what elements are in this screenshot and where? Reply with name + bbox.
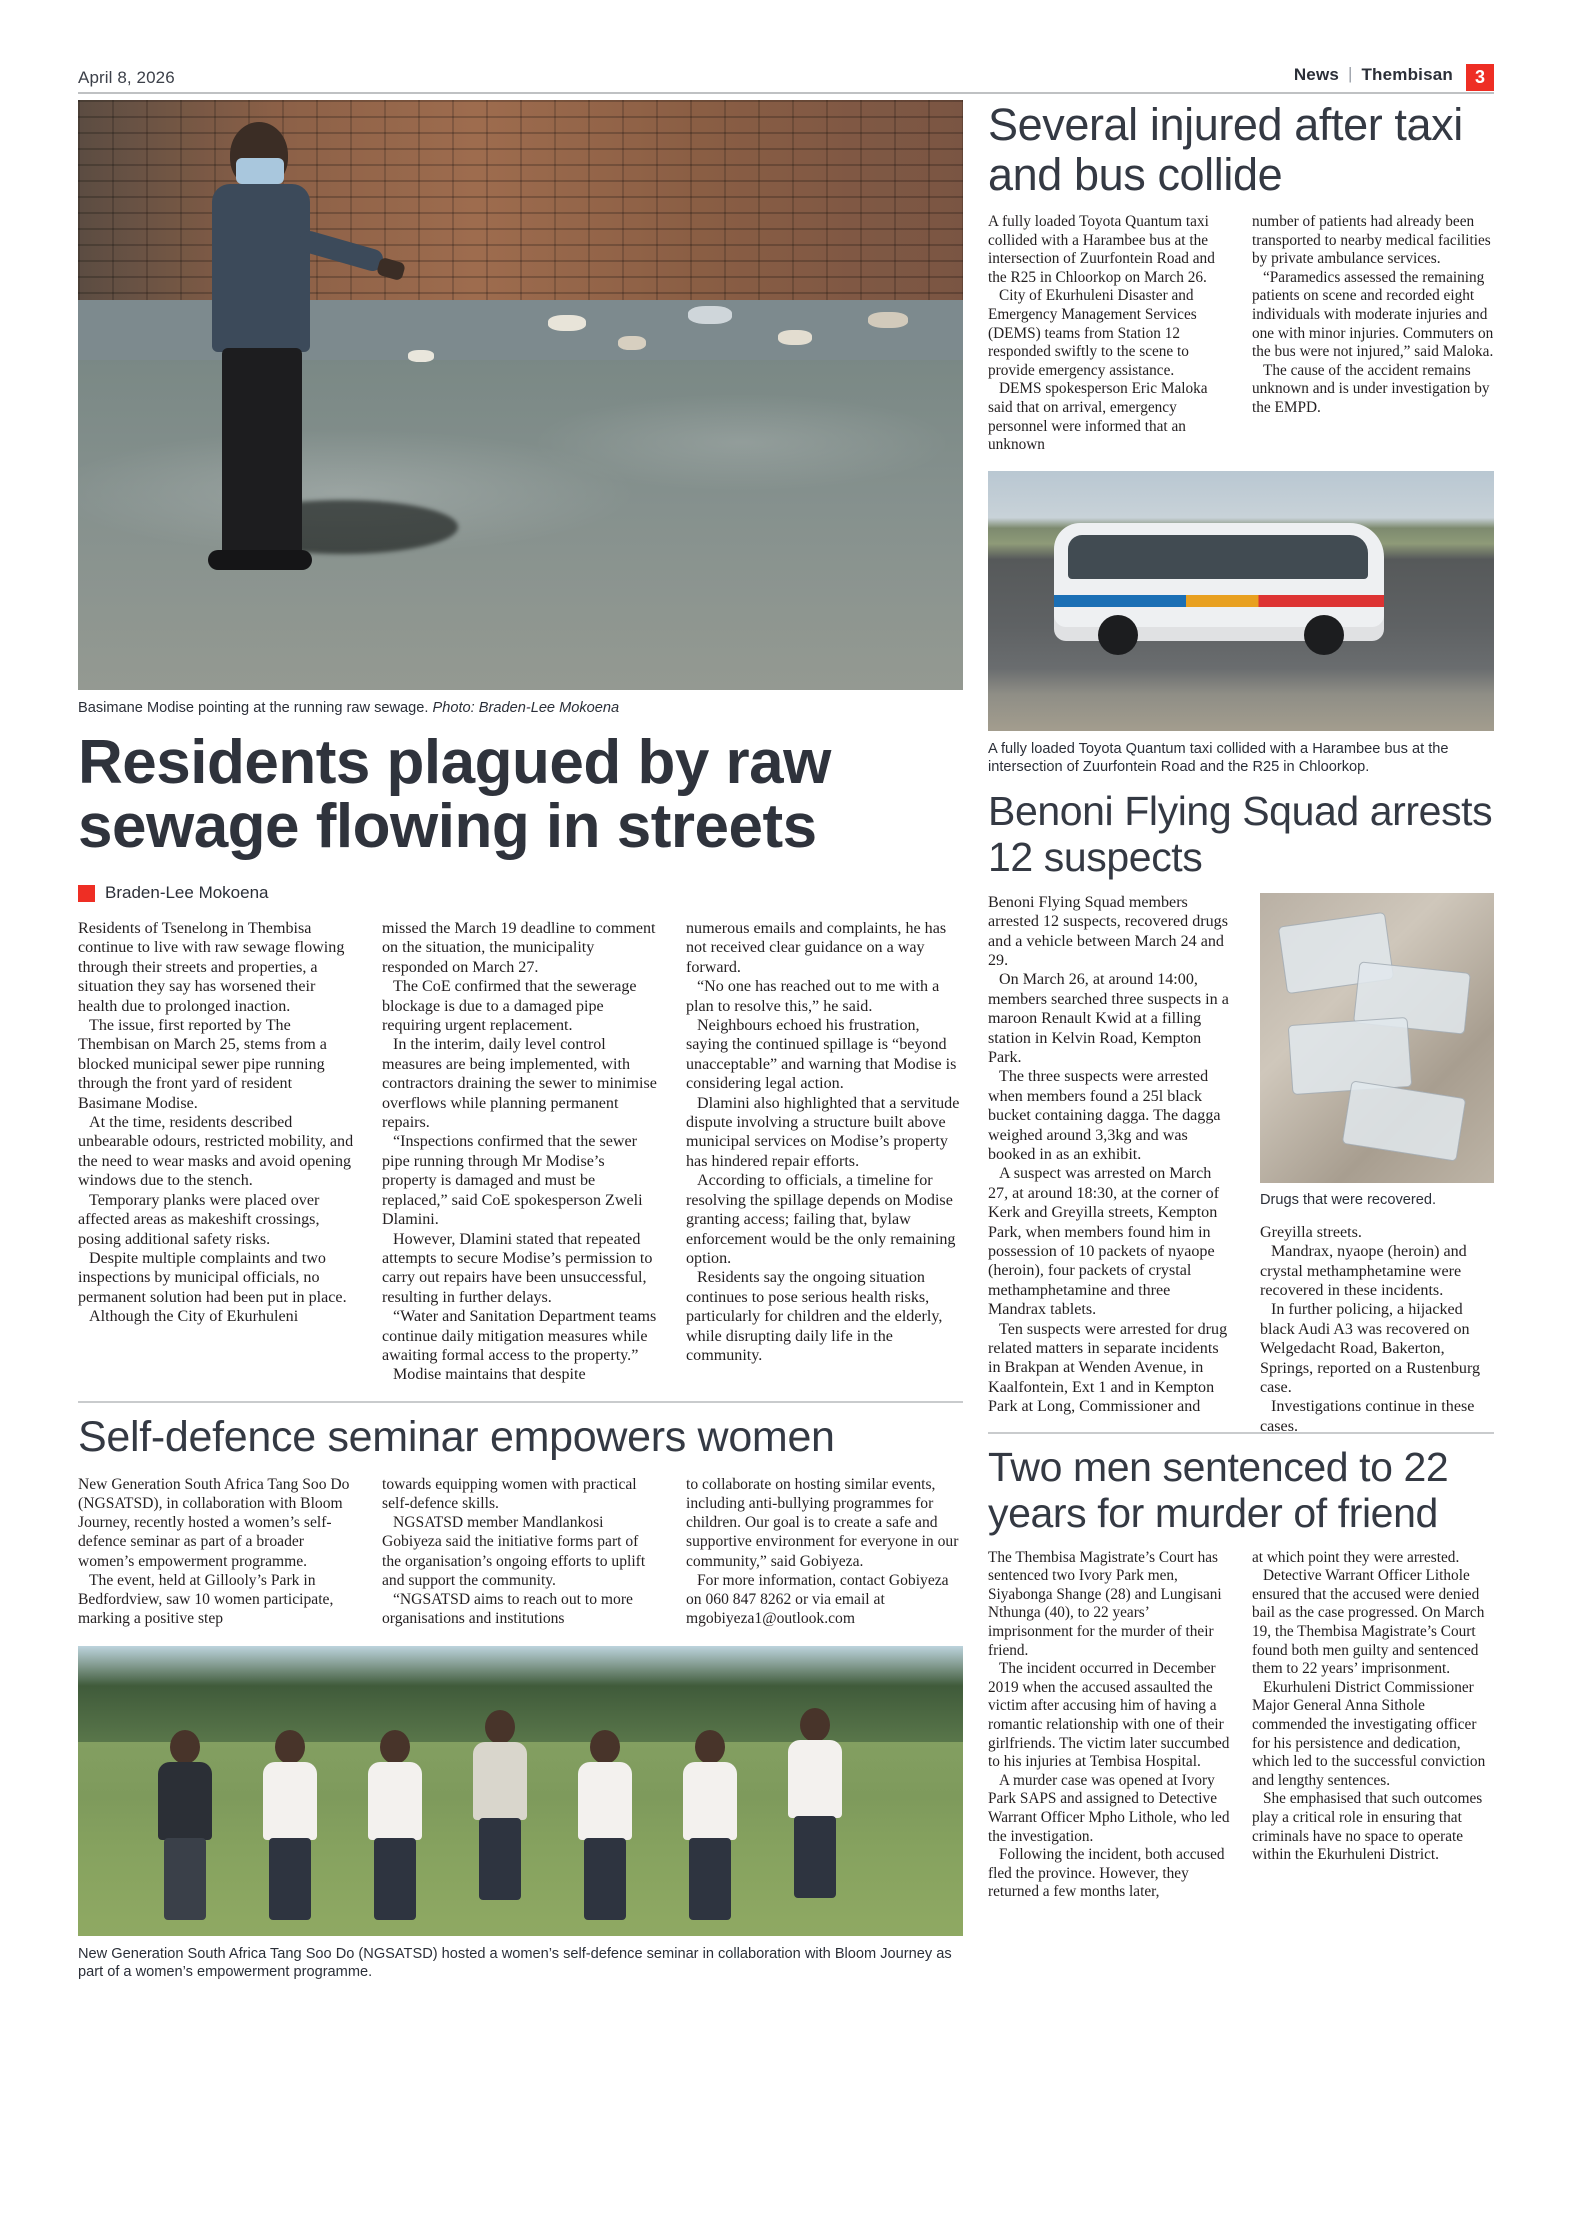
benoni-headline: Benoni Flying Squad arrests 12 suspects <box>988 787 1493 880</box>
person-bottom <box>794 1816 836 1898</box>
paragraph: Modise maintains that despite <box>393 1366 586 1384</box>
face-mask-icon <box>236 158 284 184</box>
murder-story-columns <box>988 1549 1494 1902</box>
publication-name: Thembisan <box>1361 64 1453 84</box>
taxi-wheel <box>1304 615 1344 655</box>
taxi-headline: Several injured after taxi and bus collide <box>988 99 1463 200</box>
paragraph: NGSATSD member Mandlankosi Gobiyeza said the initiative forms part of the organisation’s ongoing efforts to uplift and support the community. <box>382 1514 646 1589</box>
person-figure <box>463 1710 537 1920</box>
paragraph: New Generation South Africa Tang Soo Do (NGSATSD), in collaboration with Bloom Journey, recently hosted a women’s self-defence seminar as part of a broader women’s empowerment programme. <box>78 1475 350 1570</box>
litter-debris <box>868 312 908 328</box>
taxi-vehicle <box>1054 523 1384 641</box>
person-top <box>683 1762 737 1840</box>
person-bottom <box>689 1838 731 1920</box>
taxi-wheel <box>1098 615 1138 655</box>
paragraph: However, Dlamini stated that repeated attempts to secure Modise’s permission to carry out repairs have been unsuccessful, resulting in further delays. <box>382 1230 653 1306</box>
person-top <box>368 1762 422 1840</box>
paragraph: towards equipping women with practical self-defence skills. <box>382 1475 637 1512</box>
litter-debris <box>778 330 812 345</box>
person-bottom <box>479 1818 521 1900</box>
photo-credit: Photo: Braden-Lee Mokoena <box>432 700 620 716</box>
person-head <box>695 1730 725 1764</box>
selfdefence-photo-caption: New Generation South Africa Tang Soo Do (NGSATSD) hosted a women’s self-defence seminar in collaboration with Bloom Journey as part of a women’s empowerment programme. <box>78 1946 952 1981</box>
paragraph: Ekurhuleni District Commissioner Major General Anna Sithole commended the investigating officer for his persistence and dedication, which led to the successful conviction and lengthy sentences. <box>1252 1678 1486 1789</box>
paragraph: missed the March 19 deadline to comment on the situation, the municipality responded on March 27. <box>382 920 656 976</box>
person-bottom <box>269 1838 311 1920</box>
taxi-photo-caption: A fully loaded Toyota Quantum taxi collided with a Harambee bus at the intersection of Zuurfontein Road and the R25 in Chloorkop. <box>988 740 1449 775</box>
paragraph: At the time, residents described unbearable odours, restricted mobility, and the need to wear masks and avoid opening windows due to the stench. <box>78 1114 354 1190</box>
evidence-bag <box>1288 1017 1413 1095</box>
paragraph: Mandrax, nyaope (heroin) and crystal methamphetamine were recovered in these incidents. <box>1260 1243 1467 1299</box>
paragraph: A murder case was opened at Ivory Park SAPS and assigned to Detective Warrant Officer Mpho Lithole, who led the investigation. <box>988 1771 1230 1845</box>
paragraph: Ten suspects were arrested for drug related matters in separate incidents in Brakpan at Wenden Avenue, in Kaalfontein, Ext 1 and in Kempton Park at Long, Commissioner and <box>988 1320 1228 1416</box>
paragraph: She emphasised that such outcomes play a critical role in ensuring that criminals have no space to operate within the Ekurhuleni District. <box>1252 1790 1483 1864</box>
murder-headline: Two men sentenced to 22 years for murder of friend <box>988 1443 1449 1536</box>
masthead-right-group <box>1294 61 1494 88</box>
paragraph: “No one has reached out to me with a plan to resolve this,” he said. <box>686 978 940 1015</box>
taxi-photo <box>988 471 1494 731</box>
caption-text: Basimane Modise pointing at the running raw sewage. <box>78 700 429 716</box>
selfdefence-group-photo <box>78 1646 963 1936</box>
sewage-photo-caption <box>78 699 963 717</box>
paragraph: For more information, contact Gobiyeza on 060 847 8262 or via email at mgobiyeza1@outlook.com <box>686 1571 949 1628</box>
paragraph: to collaborate on hosting similar events, including anti-bullying programmes for children. Our goal is to create a safe and supportive environment for everyone in our community,” said Gobiyeza. <box>686 1475 959 1570</box>
person-head <box>800 1708 830 1742</box>
paragraph: The event, held at Gillooly’s Park in Bedfordview, saw 10 women participate, marking a positive step <box>78 1571 334 1628</box>
selfdefence-columns <box>78 1475 963 1629</box>
litter-debris <box>618 336 646 350</box>
paragraph: In further policing, a hijacked black Audi A3 was recovered on Welgedacht Road, Bakerton, Springs, reported on a Rustenburg case. <box>1260 1301 1481 1396</box>
person-head <box>170 1730 200 1764</box>
person-head <box>275 1730 305 1764</box>
person-figure <box>148 1730 222 1920</box>
paragraph: “Inspections confirmed that the sewer pipe running through Mr Modise’s property is damaged and must be replaced,” said CoE spokesperson Zweli Dlamini. <box>382 1133 643 1229</box>
murder-story-column-1 <box>988 1549 1230 1902</box>
taxi-story-column-2 <box>1252 213 1494 455</box>
masthead-separator: | <box>1348 63 1353 83</box>
person-head <box>380 1730 410 1764</box>
paragraph: at which point they were arrested. <box>1252 1548 1460 1566</box>
drugs-photo <box>1260 893 1494 1183</box>
paragraph: Greyilla streets. <box>1260 1223 1362 1241</box>
paragraph: The CoE confirmed that the sewerage blockage is due to a damaged pipe requiring urgent replacement. <box>382 978 637 1035</box>
taxi-stripe <box>1054 595 1384 607</box>
person-bottom <box>164 1838 206 1920</box>
paragraph: Residents of Tsenelong in Thembisa continue to live with raw sewage flowing through their streets and properties, a situation they say has worsened their health due to prolonged inaction. <box>78 920 345 1015</box>
section-label: News <box>1293 64 1340 84</box>
benoni-column-left <box>988 893 1230 1417</box>
benoni-column-right <box>1260 1223 1494 1436</box>
selfdefence-column-2 <box>382 1475 659 1629</box>
paragraph: On March 26, at around 14:00, members searched three suspects in a maroon Renault Kwid at a filling station in Kelvin Road, Kempton Park. <box>988 971 1229 1066</box>
person-head <box>485 1710 515 1744</box>
person-figure <box>568 1730 642 1920</box>
person-figure <box>253 1730 327 1920</box>
evidence-bag <box>1342 1080 1467 1161</box>
litter-debris <box>548 315 586 331</box>
person-top <box>578 1762 632 1840</box>
byline <box>78 883 963 903</box>
main-story-column-3 <box>686 919 963 1385</box>
person-top <box>788 1740 842 1818</box>
main-story-column-2 <box>382 919 659 1385</box>
figure-legs <box>222 348 302 556</box>
paragraph: “NGSATSD aims to reach out to more organisations and institutions <box>382 1590 633 1628</box>
sewage-photo <box>78 100 963 690</box>
paragraph: Following the incident, both accused fled the province. However, they returned a few months later, <box>988 1846 1225 1901</box>
paragraph: The incident occurred in December 2019 when the accused assaulted the victim after accusing him of having a romantic relationship with one of their girlfriends. The victim later succumbed to his injuries at Tembisa Hospital. <box>988 1660 1230 1771</box>
taxi-story-column-1 <box>988 213 1230 455</box>
figure-shoes <box>208 550 312 570</box>
litter-debris <box>408 350 434 362</box>
paragraph: DEMS spokesperson Eric Maloka said that on arrival, emergency personnel were informed that an unknown <box>988 380 1208 454</box>
section-divider <box>78 1401 963 1403</box>
byline-author: Braden-Lee Mokoena <box>105 883 269 902</box>
benoni-story-body <box>988 893 1494 1435</box>
man-figure <box>186 122 336 572</box>
paragraph: “Paramedics assessed the remaining patients on scene and recorded eight individuals with moderate injuries and one with minor injuries. Commuters on the bus were not injured,” said Maloka. <box>1252 268 1494 361</box>
person-figure <box>358 1730 432 1920</box>
person-head <box>590 1730 620 1764</box>
page-masthead <box>78 58 1494 94</box>
drugs-photo-caption: Drugs that were recovered. <box>1260 1191 1437 1208</box>
figure-torso <box>212 184 310 352</box>
paragraph: Despite multiple complaints and two inspections by municipal officials, no permanent solution had been put in place. <box>78 1249 347 1306</box>
right-content-block <box>988 100 1494 1902</box>
paragraph: A suspect was arrested on March 27, at around 18:30, at the corner of Kerk and Greyilla streets, Kempton Park, when members found him in possession of 10 packets of nyaope (heroin), four packets of crystal methamphetamine and three Mandrax tablets. <box>988 1165 1220 1319</box>
page-number-badge: 3 <box>1466 64 1494 91</box>
selfdefence-column-3 <box>686 1475 963 1629</box>
paragraph: The issue, first reported by The Thembisan on March 25, stems from a blocked municipal sewer pipe running through the front yard of resident Basimane Modise. <box>78 1017 327 1112</box>
paragraph: Residents say the ongoing situation continues to pose serious health risks, particularly for children and the elderly, while disrupting daily life in the community. <box>686 1269 943 1364</box>
paragraph: Temporary planks were placed over affected areas as makeshift crossings, posing additional safety risks. <box>78 1191 320 1248</box>
paragraph: Detective Warrant Officer Lithole ensured that the accused were denied bail as the case progressed. On March 19, the Thembisa Magistrate’s Court found both men guilty and sentenced them to 22 years’ imprisonment. <box>1252 1567 1485 1678</box>
figure-hand <box>376 257 406 281</box>
selfdefence-headline: Self-defence seminar empowers women <box>78 1412 835 1461</box>
paragraph: The three suspects were arrested when members found a 25l black bucket containing dagga. The dagga weighed around 3,3kg and was booked in as an exhibit. <box>988 1068 1221 1163</box>
main-story-columns <box>78 919 963 1385</box>
paragraph: “Water and Sanitation Department teams continue daily mitigation measures while awaiting formal access to the property.” <box>382 1308 657 1364</box>
left-content-block <box>78 100 963 1981</box>
litter-debris <box>688 306 732 324</box>
person-top <box>158 1762 212 1840</box>
person-figure <box>778 1708 852 1920</box>
paragraph: Investigations continue in these cases. <box>1260 1398 1475 1435</box>
paragraph: Benoni Flying Squad members arrested 12 suspects, recovered drugs and a vehicle between March 24 and 29. <box>988 893 1228 969</box>
paragraph: Neighbours echoed his frustration, saying the continued spillage is “beyond unacceptable” and warning that Modise is considering legal action. <box>686 1017 957 1093</box>
person-bottom <box>584 1838 626 1920</box>
taxi-windows <box>1068 535 1368 579</box>
person-bottom <box>374 1838 416 1920</box>
main-headline: Residents plagued by raw sewage flowing in streets <box>78 728 831 861</box>
person-top <box>263 1762 317 1840</box>
person-top <box>473 1742 527 1820</box>
selfdefence-column-1 <box>78 1475 355 1629</box>
paragraph: Although the City of Ekurhuleni <box>89 1308 299 1326</box>
paragraph: numerous emails and complaints, he has not received clear guidance on a way forward. <box>686 920 947 976</box>
paragraph: number of patients had already been transported to nearby medical facilities by private ambulance services. <box>1252 213 1491 268</box>
paragraph: City of Ekurhuleni Disaster and Emergency Management Services (DEMS) teams from Station 12 responded swiftly to the scene to provide emergency assistance. <box>988 287 1197 379</box>
paragraph: Dlamini also highlighted that a servitude dispute involving a structure built above municipal services on Modise’s property has hindered repair efforts. <box>686 1094 960 1170</box>
murder-story-column-2 <box>1252 1549 1494 1902</box>
main-story-column-1 <box>78 919 355 1385</box>
paragraph: A fully loaded Toyota Quantum taxi collided with a Harambee bus at the intersection of Zuurfontein Road and the R25 in Chloorkop on March 26. <box>988 213 1215 286</box>
paragraph: According to officials, a timeline for resolving the spillage depends on Modise granting access; failing that, bylaw enforcement would be the only remaining option. <box>686 1172 956 1267</box>
paragraph: The Thembisa Magistrate’s Court has sentenced two Ivory Park men, Siyabonga Shange (28) and Lungisani Nthunga (40), to 22 years’ imprisonment for the murder of their friend. <box>988 1548 1222 1659</box>
byline-marker-icon <box>78 885 95 902</box>
paragraph: In the interim, daily level control measures are being implemented, with contractors draining the sewer to minimise overflows while planning permanent repairs. <box>382 1036 657 1132</box>
person-figure <box>673 1730 747 1920</box>
issue-date: April 8, 2026 <box>78 68 175 87</box>
taxi-story-columns <box>988 213 1494 455</box>
paragraph: The cause of the accident remains unknown and is under investigation by the EMPD. <box>1252 361 1490 416</box>
